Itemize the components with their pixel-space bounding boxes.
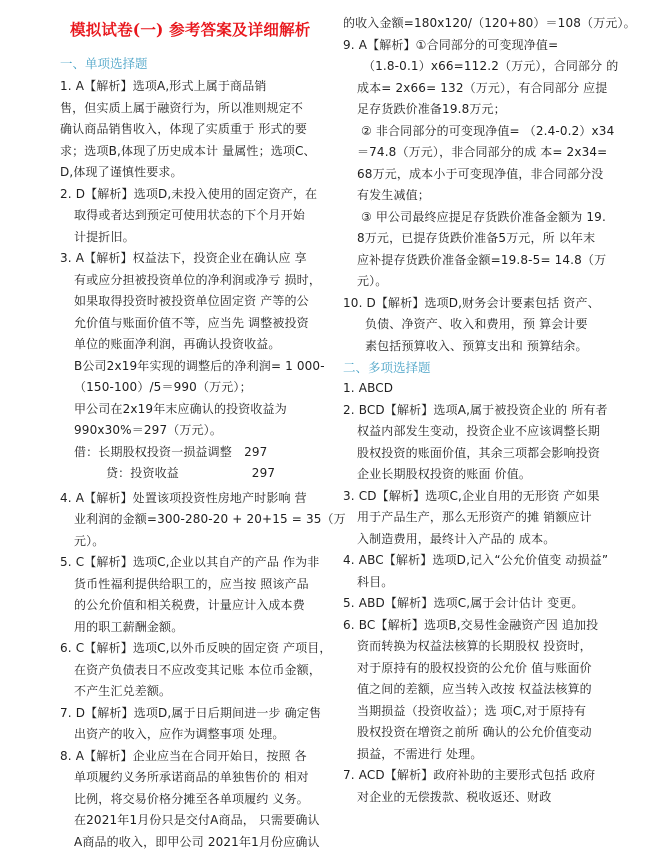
left-answers [60, 76, 338, 853]
answer-3-line: 3. A【解析】权益法下，投资企业在确认应 享 [60, 248, 338, 270]
answer-5-line: 货币性福利提供给职工的，应当按 照该产品 [60, 574, 338, 596]
multi-answer-6-line: 当期损益（投资收益）；选 项C,对于原持有 [343, 701, 623, 723]
multi-answer-6-line: 资而转换为权益法核算的长期股权 投资时， [343, 636, 623, 658]
answer-5-line: 的公允价值和相关税费，计量应计入成本费 [60, 595, 338, 617]
answer-6-line: 在资产负债表日不应改变其记账 本位币金额， [60, 660, 338, 682]
multi-answer-4-line: 科目。 [343, 572, 623, 594]
answer-3-calc-line: B公司2x19年实现的调整后的净利润= 1 000- [60, 356, 338, 378]
answer-8-continued: 的收入金额=180x120/（120+80）＝108（万元）。 [343, 13, 623, 35]
answer-1-line: 求；选项B,体现了历史成本计 量属性；选项C、 [60, 141, 338, 163]
multi-answer-6-line: 值之间的差额，应当转入改按 权益法核算的 [343, 679, 623, 701]
answer-3-line: 允价值与账面价值不等，应当先 调整被投资 [60, 313, 338, 335]
answer-9-line: （1.8-0.1）x66=112.2（万元），合同部分 的 [343, 56, 623, 78]
answer-8-line: 8. A【解析】企业应当在合同开始日，按照 各 [60, 746, 338, 768]
answer-9-line: 有发生减值； [343, 185, 623, 207]
answer-9-line: ＝74.8（万元），非合同部分的成 本= 2x34= [343, 142, 623, 164]
answer-8-line: 单项履约义务所承诺商品的单独售价的 相对 [60, 767, 338, 789]
multi-answer-2-line: 企业长期股权投资的账面 价值。 [343, 464, 623, 486]
answer-1-line: D,体现了谨慎性要求。 [60, 162, 338, 184]
answer-2-line: 2. D【解析】选项D,未投入使用的固定资产，在 [60, 184, 338, 206]
answer-2-line: 计提折旧。 [60, 227, 338, 249]
answer-10-line: 素包括预算收入、预算支出和 预算结余。 [343, 336, 623, 358]
answer-4-line: 4. A【解析】处置该项投资性房地产时影响 营 [60, 488, 338, 510]
multi-answer-3-line: 3. CD【解析】选项C,企业自用的无形资 产如果 [343, 486, 623, 508]
answer-2-line: 取得或者达到预定可使用状态的下个月开始 [60, 205, 338, 227]
multi-answer-1-line: 1. ABCD [343, 378, 623, 400]
answer-3-line: 如果取得投资时被投资单位固定资 产等的公 [60, 291, 338, 313]
right-answers [343, 13, 623, 808]
answer-7-line: 7. D【解析】选项D,属于日后期间进一步 确定售 [60, 703, 338, 725]
multi-answer-2-line: 股权投资的账面价值，其余三项都会影响投资 [343, 443, 623, 465]
answer-9-line: 元）。 [343, 271, 623, 293]
answer-9-line: 足存货跌价准备19.8万元； [343, 99, 623, 121]
answer-9-line: 成本= 2x66= 132（万元），有合同部分 应提 [343, 78, 623, 100]
section-heading-single-choice: 一、单项选择题 [60, 53, 338, 74]
journal-entry-credit: 贷：投资收益 297 [60, 463, 338, 485]
answer-3-calc-line: 990x30%＝297（万元）。 [60, 420, 338, 442]
answer-4-line: 元）。 [60, 531, 338, 553]
section-heading-multiple-choice: 二、多项选择题 [343, 357, 623, 378]
answer-9-line: 8万元，已提存货跌价准备5万元，所 以年末 [343, 228, 623, 250]
answer-10-line: 负债、净资产、收入和费用，预 算会计要 [343, 314, 623, 336]
answer-10-line: 10. D【解析】选项D,财务会计要素包括 资产、 [343, 293, 623, 315]
multi-answer-3-line: 用于产品生产，那么无形资产的摊 销额应计 [343, 507, 623, 529]
answer-9-line: 68万元，成本小于可变现净值，非合同部分没 [343, 164, 623, 186]
multi-answer-6-line: 股权投资在增资之前所 确认的公允价值变动 [343, 722, 623, 744]
answer-4-line: 业利润的金额=300-280-20 + 20+15 = 35（万 [60, 509, 338, 531]
answer-3-line: 有或应分担被投资单位的净利润或净亏 损时， [60, 270, 338, 292]
answer-6-line: 不产生汇兑差额。 [60, 681, 338, 703]
journal-entry-debit: 借：长期股权投资一损益调整 297 [60, 442, 338, 464]
answer-7-line: 出资产的收入，应作为调整事项 处理。 [60, 724, 338, 746]
answer-8-line: 在2021年1月份只是交付A商品， 只需要确认 [60, 810, 338, 832]
multi-answer-4-line: 4. ABC【解析】选项D,记入“公允价值变 动损益” [343, 550, 623, 572]
multi-answer-2-line: 权益内部发生变动，投资企业不应该调整长期 [343, 421, 623, 443]
answer-9-line: ③ 甲公司最终应提足存货跌价准备金额为 19. [343, 207, 623, 229]
multi-answer-6-line: 损益，不需进行 处理。 [343, 744, 623, 766]
multi-answer-6-line: 6. BC【解析】选项B,交易性金融资产因 追加投 [343, 615, 623, 637]
answer-9-line: ② 非合同部分的可变现净值= （2.4-0.2）x34 [343, 121, 623, 143]
multi-answer-7-line: 7. ACD【解析】政府补助的主要形式包括 政府 [343, 765, 623, 787]
answer-5-line: 用的职工薪酬金额。 [60, 617, 338, 639]
document-title: 模拟试卷(一) 参考答案及详细解析 [70, 18, 340, 40]
answer-3-calc-line: （150-100）/5＝990（万元）； [60, 377, 338, 399]
answer-8-line: A商品的收入，即甲公司 2021年1月份应确认 [60, 832, 338, 853]
multi-answer-3-line: 入制造费用，最终计入产品的 成本。 [343, 529, 623, 551]
answer-8-line: 比例，将交易价格分摊至各单项履约 义务。 [60, 789, 338, 811]
answer-3-line: 单位的账面净利润，再确认投资收益。 [60, 334, 338, 356]
answer-3-calc-line: 甲公司在2x19年末应确认的投资收益为 [60, 399, 338, 421]
multi-answer-7-line: 对企业的无偿拨款、税收返还、财政 [343, 787, 623, 809]
answer-9-line: 应补提存货跌价准备金额=19.8-5= 14.8（万 [343, 250, 623, 272]
multi-answer-6-line: 对于原持有的股权投资的公允价 值与账面价 [343, 658, 623, 680]
answer-1-line: 1. A【解析】选项A,形式上属于商品销 [60, 76, 338, 98]
multi-answer-5-line: 5. ABD【解析】选项C,属于会计估计 变更。 [343, 593, 623, 615]
answer-5-line: 5. C【解析】选项C,企业以其自产的产品 作为非 [60, 552, 338, 574]
answer-9-line: 9. A【解析】①合同部分的可变现净值= [343, 35, 623, 57]
answer-6-line: 6. C【解析】选项C,以外币反映的固定资 产项目， [60, 638, 338, 660]
multi-answer-2-line: 2. BCD【解析】选项A,属于被投资企业的 所有者 [343, 400, 623, 422]
answer-1-line: 售，但实质上属于融资行为，所以准则规定不 [60, 98, 338, 120]
answer-1-line: 确认商品销售收入，体现了实质重于 形式的要 [60, 119, 338, 141]
